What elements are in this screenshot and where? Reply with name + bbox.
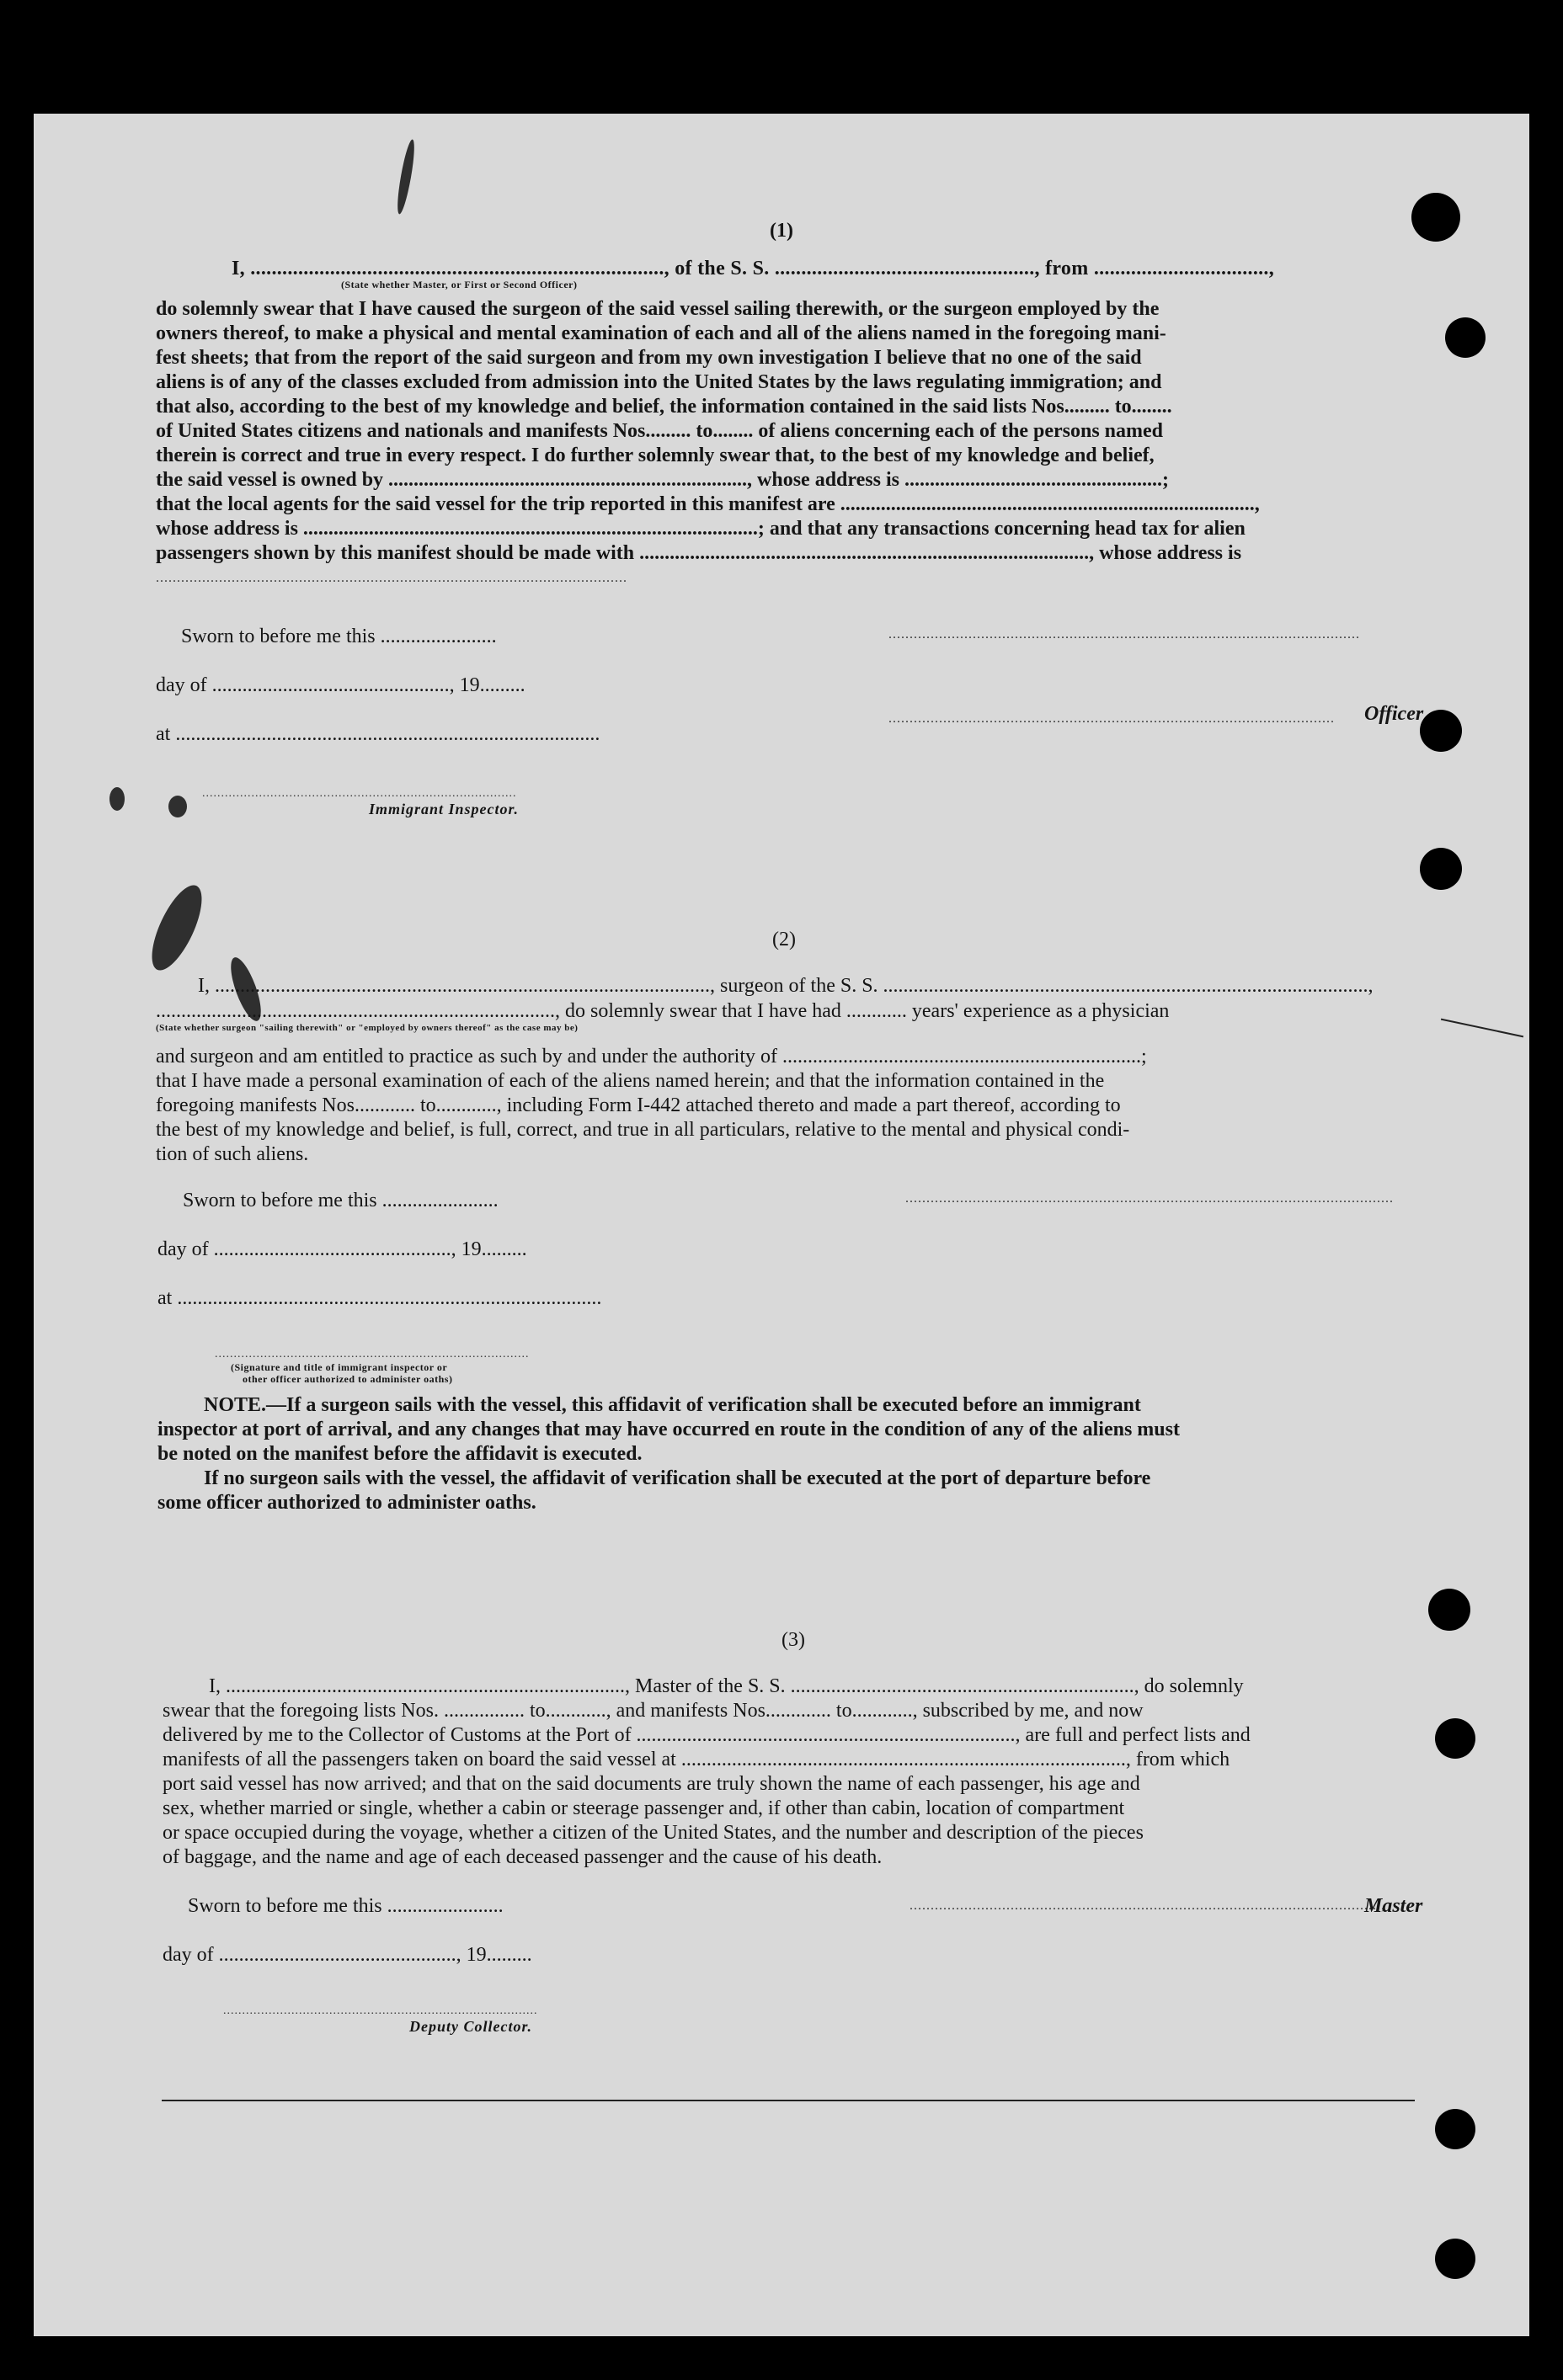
section-2-body [156, 974, 1474, 1277]
section-1-para-line: fest sheets; that from the report of the said surgeon and from my own investigation I believe that no one of the said [156, 347, 1142, 369]
note-para-line: NOTE.—If a surgeon sails with the vessel, this affidavit of verification shall be executed before an immigrant [204, 1394, 1141, 1416]
section-3-para-line: I, ..............................................................................., Master of the S. S. ...................................................................., do solemnly [209, 1675, 1244, 1697]
ink-stain [109, 787, 125, 811]
section-1-officer-line: .......................................................................................................... [888, 711, 1335, 726]
section-3-collector-line: ................................................................................... [223, 2005, 538, 2017]
section-3-para-line: sex, whether married or single, whether a cabin or steerage passenger and, if other than cabin, location of compartment [163, 1797, 1125, 1819]
section-2-note: (State whether surgeon "sailing therewith" or "employed by owners thereof" as the case may be) [156, 1023, 579, 1033]
punch-hole [1435, 2239, 1475, 2279]
section-1-para-line: passengers shown by this manifest should be made with ........................................................................................., whose address is [156, 542, 1242, 564]
section-1-officer-label: Officer [1364, 703, 1424, 725]
note-para-line: inspector at port of arrival, and any changes that may have occurred en route in the condition of any of the aliens must [157, 1419, 1180, 1440]
section-1-at: at .................................................................................... [156, 723, 600, 745]
section-3-para-line: of baggage, and the name and age of each deceased passenger and the cause of his death. [163, 1846, 883, 1868]
section-1-body [156, 257, 1470, 728]
section-1-para-line: owners thereof, to make a physical and mental examination of each and all of the aliens named in the foregoing mani- [156, 322, 1166, 344]
ink-stain [394, 139, 417, 216]
punch-hole [1411, 193, 1460, 242]
note-para-line: If no surgeon sails with the vessel, the affidavit of verification shall be executed at the port of departure before [204, 1467, 1151, 1489]
section-2-line-1: I, .................................................................................................., surgeon of the S. S. ................................................................................................, [198, 975, 1374, 997]
section-3-number: (3) [782, 1629, 805, 1651]
section-2-para-line: and surgeon and am entitled to practice as such by and under the authority of .......................................................................; [156, 1046, 1147, 1068]
section-2-number: (2) [772, 929, 796, 950]
ink-stain [142, 879, 212, 977]
section-3-master-line: ................................................................................................................, [910, 1898, 1385, 1913]
section-1-inspector-label: Immigrant Inspector. [369, 801, 520, 817]
section-2-sign-line: .................................................................................................................... [905, 1191, 1394, 1206]
section-3-sworn: Sworn to before me this ....................... [188, 1895, 504, 1917]
bottom-rule [162, 2100, 1415, 2101]
section-3-master-label: Master [1364, 1895, 1423, 1917]
section-1-day: day of ..............................................., 19......... [156, 674, 525, 696]
section-2-sworn: Sworn to before me this ....................... [183, 1190, 499, 1211]
section-3-para-line: swear that the foregoing lists Nos. ................ to............, and manifests Nos............. to............, subscribed by me, and now [163, 1700, 1144, 1722]
section-3-day: day of ..............................................., 19......... [163, 1944, 532, 1966]
section-1-para-line: therein is correct and true in every respect. I do further solemnly swear that, to the best of my knowledge and belief, [156, 445, 1155, 466]
section-1-number: (1) [770, 220, 793, 242]
section-2-line-2: ..............................................................................., do solemnly swear that I have had ............ years' experience as a physician [156, 1000, 1170, 1022]
punch-hole [1420, 848, 1462, 890]
section-1-para-line: do solemnly swear that I have caused the surgeon of the said vessel sailing therewith, or the surgeon employed by the [156, 298, 1160, 320]
section-2-sig-dots: ................................................................................... [215, 1348, 530, 1360]
section-3-para-line: or space occupied during the voyage, whether a citizen of the United States, and the number and description of the pieces [163, 1822, 1144, 1844]
punch-hole [1428, 1589, 1470, 1631]
section-1-para-line: aliens is of any of the classes excluded from admission into the United States by the laws regulating immigration; and [156, 371, 1162, 393]
section-3-para-line: manifests of all the passengers taken on board the said vessel at ........................................................................................, from which [163, 1749, 1230, 1770]
section-2-sig-note-2: other officer authorized to administer oaths) [243, 1373, 453, 1385]
section-3-collector-label: Deputy Collector. [409, 2018, 532, 2035]
note-para-line: some officer authorized to administer oaths. [157, 1492, 536, 1514]
section-3-para-line: delivered by me to the Collector of Customs at the Port of ..........................................................................., are full and perfect lists and [163, 1724, 1251, 1746]
section-2-para-line: that I have made a personal examination of each of the aliens named herein; and that the information contained in the [156, 1070, 1105, 1092]
section-2-para-line: tion of such aliens. [156, 1143, 309, 1165]
section-1-para-line: whose address is ..........................................................................................; and that any transactions concerning head tax for alien [156, 518, 1246, 540]
section-2-at: at .................................................................................... [157, 1287, 602, 1309]
section-3-body [163, 1675, 1476, 1893]
section-1-sign-line: ................................................................................................................ [888, 627, 1360, 642]
section-1-opening: I, .............................................................................., of the S. S. ................................................., from ................................., [232, 258, 1275, 280]
form-page [34, 114, 1529, 2336]
section-2-note-block [157, 1393, 1471, 1528]
note-para-line: be noted on the manifest before the affidavit is executed. [157, 1443, 643, 1465]
section-1-inspector-line: ................................................................................... [202, 787, 517, 800]
section-1-opening-note: (State whether Master, or First or Second Officer) [341, 279, 578, 290]
section-2-day: day of ..............................................., 19......... [157, 1238, 527, 1260]
section-2-sig-note-1: (Signature and title of immigrant inspector or [231, 1361, 448, 1373]
section-1-sworn: Sworn to before me this ....................... [181, 626, 497, 647]
section-3-para-line: port said vessel has now arrived; and that on the said documents are truly shown the name of each passenger, his age and [163, 1773, 1140, 1795]
ink-stain [168, 796, 187, 817]
section-2-para-line: the best of my knowledge and belief, is full, correct, and true in all particulars, relative to the mental and physical condi- [156, 1119, 1130, 1141]
section-1-para-line: of United States citizens and nationals and manifests Nos......... to........ of aliens concerning each of the persons named [156, 420, 1164, 442]
section-1-para-line: that also, according to the best of my knowledge and belief, the information contained in the said lists Nos......... to........ [156, 396, 1172, 418]
section-1-para-line: ................................................................................................................ [156, 571, 627, 585]
section-1-para-line: that the local agents for the said vessel for the trip reported in this manifest are .................................................................................., [156, 493, 1260, 515]
punch-hole [1435, 2109, 1475, 2149]
section-2-para-line: foregoing manifests Nos............ to............, including Form I-442 attached thereto and made a part thereof, according to [156, 1094, 1121, 1116]
section-1-para-line: the said vessel is owned by ......................................................................., whose address is ...................................................; [156, 469, 1169, 491]
